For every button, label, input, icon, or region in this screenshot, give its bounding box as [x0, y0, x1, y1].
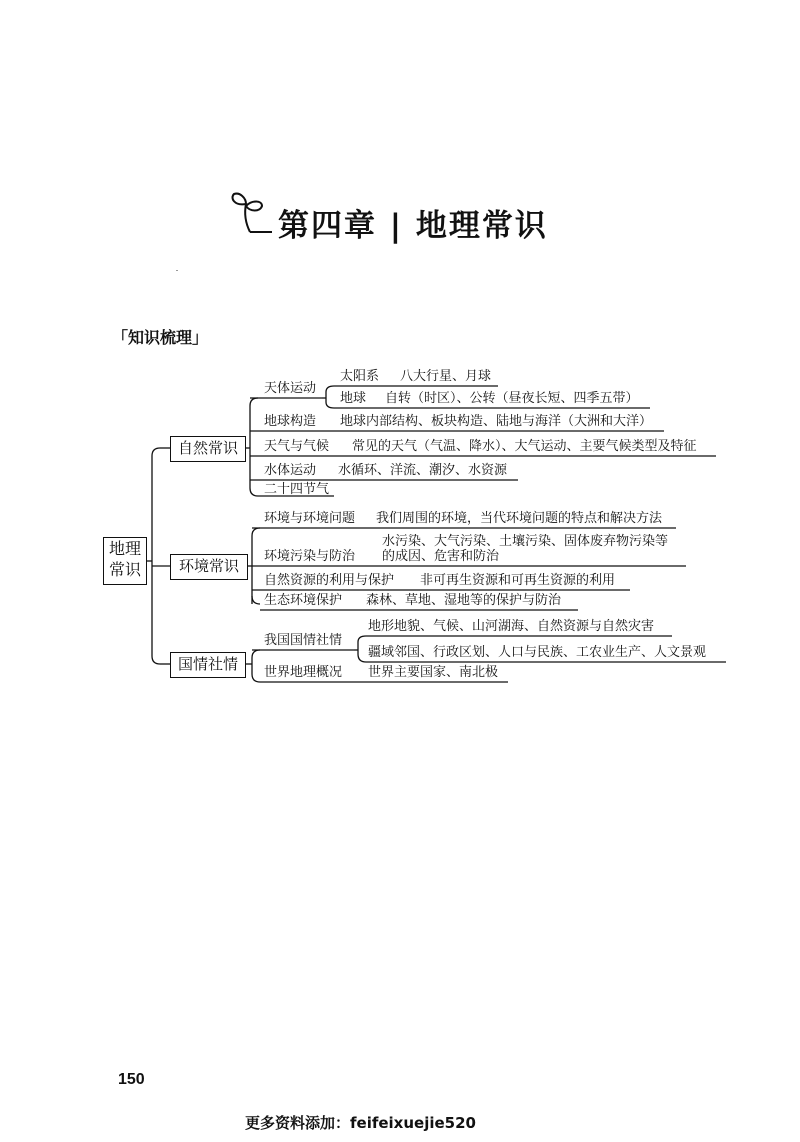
subitem-earth: 地球: [340, 391, 367, 406]
subitem-solar-system-detail: 八大行星、月球: [400, 369, 492, 384]
item-water-motion-detail: 水循环、洋流、潮汐、水资源: [338, 463, 508, 478]
item-earth-structure-detail: 地球内部结构、板块构造、陆地与海洋（大洲和大洋）: [340, 414, 653, 429]
item-water-motion: 水体运动: [264, 463, 317, 478]
footer-note: 更多资料添加：feifeixuejie520: [245, 1114, 476, 1132]
branch-natural: 自然常识: [170, 436, 246, 462]
chapter-title: 第四章 | 地理常识: [278, 208, 548, 244]
subitem-china-geography: 地形地貌、气候、山河湖海、自然资源与自然灾害: [368, 619, 655, 634]
mindmap-root: [103, 537, 147, 585]
branch-environment: 环境常识: [170, 554, 248, 580]
item-celestial-motion: 天体运动: [264, 381, 317, 396]
item-pollution-control-detail-2: 的成因、危害和防治: [382, 549, 500, 564]
item-environment-issues-detail: 我们周围的环境，当代环境问题的特点和解决方法: [376, 511, 663, 526]
root-line-2: 常识: [108, 560, 141, 579]
item-weather-climate: 天气与气候: [264, 439, 330, 454]
subitem-solar-system: 太阳系: [340, 369, 380, 384]
subitem-earth-detail: 自转（时区）、公转（昼夜长短、四季五带）: [385, 391, 639, 406]
item-world-geography: 世界地理概况: [264, 665, 343, 680]
item-world-geography-detail: 世界主要国家、南北极: [368, 665, 499, 680]
item-weather-climate-detail: 常见的天气（气温、降水）、大气运动、主要气候类型及特征: [352, 439, 697, 454]
item-earth-structure: 地球构造: [264, 414, 317, 429]
section-heading: 「知识梳理」: [112, 328, 209, 347]
subitem-china-society: 疆域邻国、行政区划、人口与民族、工农业生产、人文景观: [368, 645, 707, 660]
branch-national: 国情社情: [170, 652, 246, 678]
item-pollution-control-detail-1: 水污染、大气污染、土壤污染、固体废弃物污染等: [382, 534, 669, 549]
item-pollution-control: 环境污染与防治: [264, 549, 356, 564]
item-resource-use-detail: 非可再生资源和可再生资源的利用: [420, 573, 616, 588]
item-resource-use: 自然资源的利用与保护: [264, 573, 395, 588]
item-ecology-protection-detail: 森林、草地、湿地等的保护与防治: [366, 593, 562, 608]
item-china-conditions: 我国国情社情: [264, 633, 343, 648]
root-line-1: 地理: [108, 539, 141, 558]
item-environment-issues: 环境与环境问题: [264, 511, 356, 526]
page-number: 150: [118, 1071, 145, 1088]
item-ecology-protection: 生态环境保护: [264, 593, 343, 608]
item-solar-terms: 二十四节气: [264, 482, 330, 497]
